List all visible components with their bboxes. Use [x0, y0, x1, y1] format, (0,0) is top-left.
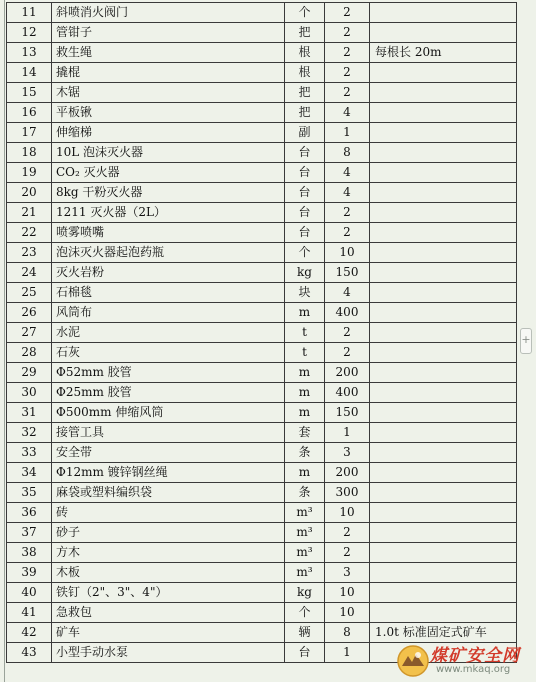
item-unit-cell: kg — [285, 583, 325, 603]
row-number-cell: 26 — [7, 303, 52, 323]
row-number-cell: 16 — [7, 103, 52, 123]
item-quantity-cell: 4 — [325, 103, 370, 123]
item-note-cell: 1.0t 标准固定式矿车 — [370, 623, 517, 643]
item-quantity-cell: 2 — [325, 343, 370, 363]
item-quantity-cell: 400 — [325, 383, 370, 403]
item-name-cell: 1211 灭火器（2L） — [52, 203, 285, 223]
item-name-cell: 管钳子 — [52, 23, 285, 43]
row-number-cell: 11 — [7, 3, 52, 23]
item-name-cell: Φ500mm 伸缩风筒 — [52, 403, 285, 423]
item-quantity-cell: 4 — [325, 163, 370, 183]
table-row — [7, 163, 517, 183]
item-quantity-cell: 8 — [325, 623, 370, 643]
row-number-cell: 30 — [7, 383, 52, 403]
row-number-cell: 38 — [7, 543, 52, 563]
table-row — [7, 463, 517, 483]
item-unit-cell: m³ — [285, 563, 325, 583]
item-note-cell — [370, 263, 517, 283]
watermark-site-url: www.mkaq.org — [436, 664, 511, 675]
table-row — [7, 363, 517, 383]
table-row — [7, 443, 517, 463]
table-row — [7, 223, 517, 243]
item-unit-cell: 把 — [285, 103, 325, 123]
row-number-cell: 39 — [7, 563, 52, 583]
item-unit-cell: 辆 — [285, 623, 325, 643]
item-note-cell — [370, 423, 517, 443]
item-name-cell: Φ25mm 胶管 — [52, 383, 285, 403]
item-name-cell: 水泥 — [52, 323, 285, 343]
item-note-cell — [370, 583, 517, 603]
row-number-cell: 25 — [7, 283, 52, 303]
item-unit-cell: 台 — [285, 143, 325, 163]
item-name-cell: 泡沫灭火器起泡药瓶 — [52, 243, 285, 263]
table-row — [7, 543, 517, 563]
item-note-cell — [370, 83, 517, 103]
item-note-cell: 每根长 20m — [370, 43, 517, 63]
item-quantity-cell: 2 — [325, 203, 370, 223]
item-name-cell: 石灰 — [52, 343, 285, 363]
page-margin-line — [4, 0, 5, 682]
item-name-cell: 麻袋或塑料编织袋 — [52, 483, 285, 503]
item-name-cell: 石棉毯 — [52, 283, 285, 303]
row-number-cell: 40 — [7, 583, 52, 603]
item-name-cell: 平板锹 — [52, 103, 285, 123]
item-note-cell — [370, 243, 517, 263]
item-note-cell — [370, 3, 517, 23]
item-name-cell: 矿车 — [52, 623, 285, 643]
item-note-cell — [370, 283, 517, 303]
item-name-cell: 8kg 干粉灭火器 — [52, 183, 285, 203]
row-number-cell: 42 — [7, 623, 52, 643]
table-row — [7, 243, 517, 263]
item-note-cell — [370, 603, 517, 623]
item-unit-cell: 把 — [285, 83, 325, 103]
item-quantity-cell: 2 — [325, 323, 370, 343]
table-row — [7, 63, 517, 83]
table-row — [7, 403, 517, 423]
page-expand-handle[interactable]: + — [520, 328, 532, 354]
item-quantity-cell: 150 — [325, 263, 370, 283]
table-row — [7, 383, 517, 403]
table-row — [7, 563, 517, 583]
item-quantity-cell: 150 — [325, 403, 370, 423]
table-row — [7, 3, 517, 23]
item-quantity-cell: 2 — [325, 523, 370, 543]
item-unit-cell: m — [285, 383, 325, 403]
item-quantity-cell: 1 — [325, 423, 370, 443]
item-name-cell: 撬棍 — [52, 63, 285, 83]
item-note-cell — [370, 523, 517, 543]
table-row — [7, 303, 517, 323]
table-row — [7, 523, 517, 543]
row-number-cell: 21 — [7, 203, 52, 223]
item-note-cell — [370, 23, 517, 43]
item-name-cell: 安全带 — [52, 443, 285, 463]
item-unit-cell: m — [285, 463, 325, 483]
row-number-cell: 29 — [7, 363, 52, 383]
item-name-cell: 伸缩梯 — [52, 123, 285, 143]
table-row — [7, 603, 517, 623]
table-row — [7, 323, 517, 343]
item-unit-cell: t — [285, 323, 325, 343]
item-note-cell — [370, 123, 517, 143]
item-quantity-cell: 200 — [325, 363, 370, 383]
row-number-cell: 37 — [7, 523, 52, 543]
item-unit-cell: m — [285, 403, 325, 423]
item-name-cell: CO₂ 灭火器 — [52, 163, 285, 183]
item-unit-cell: 个 — [285, 603, 325, 623]
item-quantity-cell: 10 — [325, 243, 370, 263]
item-name-cell: 风筒布 — [52, 303, 285, 323]
row-number-cell: 23 — [7, 243, 52, 263]
item-unit-cell: 块 — [285, 283, 325, 303]
item-unit-cell: t — [285, 343, 325, 363]
item-unit-cell: m³ — [285, 523, 325, 543]
item-name-cell: 斜喷消火阀门 — [52, 3, 285, 23]
table-row — [7, 343, 517, 363]
item-quantity-cell: 4 — [325, 183, 370, 203]
row-number-cell: 27 — [7, 323, 52, 343]
item-name-cell: 救生绳 — [52, 43, 285, 63]
item-unit-cell: m — [285, 363, 325, 383]
equipment-table-body — [7, 3, 517, 663]
item-quantity-cell: 2 — [325, 63, 370, 83]
row-number-cell: 43 — [7, 643, 52, 663]
table-row — [7, 263, 517, 283]
item-quantity-cell: 10 — [325, 603, 370, 623]
item-quantity-cell: 8 — [325, 143, 370, 163]
row-number-cell: 19 — [7, 163, 52, 183]
row-number-cell: 32 — [7, 423, 52, 443]
item-note-cell — [370, 483, 517, 503]
item-name-cell: 砖 — [52, 503, 285, 523]
item-quantity-cell: 2 — [325, 223, 370, 243]
item-note-cell — [370, 203, 517, 223]
table-row — [7, 483, 517, 503]
table-row — [7, 43, 517, 63]
item-name-cell: 10L 泡沫灭火器 — [52, 143, 285, 163]
item-quantity-cell: 300 — [325, 483, 370, 503]
item-name-cell: 木板 — [52, 563, 285, 583]
item-note-cell — [370, 503, 517, 523]
row-number-cell: 13 — [7, 43, 52, 63]
row-number-cell: 33 — [7, 443, 52, 463]
item-name-cell: 灭火岩粉 — [52, 263, 285, 283]
item-quantity-cell: 4 — [325, 283, 370, 303]
row-number-cell: 35 — [7, 483, 52, 503]
item-unit-cell: 台 — [285, 203, 325, 223]
item-note-cell — [370, 463, 517, 483]
table-row — [7, 23, 517, 43]
row-number-cell: 34 — [7, 463, 52, 483]
table-row — [7, 423, 517, 443]
watermark-site-name: 煤矿安全网 — [430, 646, 520, 666]
item-unit-cell: 套 — [285, 423, 325, 443]
table-row — [7, 283, 517, 303]
item-quantity-cell: 2 — [325, 43, 370, 63]
item-unit-cell: m³ — [285, 503, 325, 523]
row-number-cell: 41 — [7, 603, 52, 623]
item-note-cell — [370, 403, 517, 423]
item-name-cell: 小型手动水泵 — [52, 643, 285, 663]
item-note-cell — [370, 183, 517, 203]
item-unit-cell: 个 — [285, 243, 325, 263]
item-unit-cell: 台 — [285, 163, 325, 183]
item-note-cell — [370, 63, 517, 83]
item-note-cell — [370, 563, 517, 583]
table-row — [7, 143, 517, 163]
mine-safety-logo-icon — [396, 644, 430, 678]
item-quantity-cell: 10 — [325, 503, 370, 523]
item-unit-cell: kg — [285, 263, 325, 283]
item-note-cell — [370, 443, 517, 463]
row-number-cell: 15 — [7, 83, 52, 103]
item-unit-cell: 根 — [285, 43, 325, 63]
table-row — [7, 83, 517, 103]
table-row — [7, 183, 517, 203]
item-name-cell: 方木 — [52, 543, 285, 563]
item-name-cell: 砂子 — [52, 523, 285, 543]
item-name-cell: 急救包 — [52, 603, 285, 623]
row-number-cell: 22 — [7, 223, 52, 243]
item-unit-cell: m³ — [285, 543, 325, 563]
row-number-cell: 31 — [7, 403, 52, 423]
row-number-cell: 20 — [7, 183, 52, 203]
item-quantity-cell: 1 — [325, 643, 370, 663]
row-number-cell: 17 — [7, 123, 52, 143]
equipment-table — [6, 2, 517, 663]
item-note-cell — [370, 143, 517, 163]
item-note-cell — [370, 383, 517, 403]
row-number-cell: 28 — [7, 343, 52, 363]
item-unit-cell: 副 — [285, 123, 325, 143]
item-note-cell — [370, 163, 517, 183]
table-row — [7, 503, 517, 523]
table-row — [7, 103, 517, 123]
item-unit-cell: 条 — [285, 483, 325, 503]
item-name-cell: 接管工具 — [52, 423, 285, 443]
item-note-cell — [370, 303, 517, 323]
row-number-cell: 14 — [7, 63, 52, 83]
item-unit-cell: 台 — [285, 223, 325, 243]
item-quantity-cell: 400 — [325, 303, 370, 323]
watermark — [396, 640, 532, 680]
table-row — [7, 203, 517, 223]
item-quantity-cell: 2 — [325, 3, 370, 23]
item-name-cell: 铁钉（2"、3"、4"） — [52, 583, 285, 603]
item-unit-cell: m — [285, 303, 325, 323]
item-unit-cell: 条 — [285, 443, 325, 463]
item-note-cell — [370, 363, 517, 383]
item-quantity-cell: 2 — [325, 23, 370, 43]
item-unit-cell: 个 — [285, 3, 325, 23]
item-name-cell: 喷雾喷嘴 — [52, 223, 285, 243]
item-quantity-cell: 3 — [325, 563, 370, 583]
item-unit-cell: 根 — [285, 63, 325, 83]
item-quantity-cell: 3 — [325, 443, 370, 463]
item-note-cell — [370, 543, 517, 563]
item-unit-cell: 台 — [285, 643, 325, 663]
item-quantity-cell: 2 — [325, 83, 370, 103]
item-name-cell: Φ12mm 镀锌钢丝绳 — [52, 463, 285, 483]
item-unit-cell: 把 — [285, 23, 325, 43]
row-number-cell: 18 — [7, 143, 52, 163]
table-row — [7, 123, 517, 143]
item-quantity-cell: 200 — [325, 463, 370, 483]
item-note-cell — [370, 103, 517, 123]
item-quantity-cell: 10 — [325, 583, 370, 603]
item-note-cell — [370, 343, 517, 363]
item-name-cell: 木锯 — [52, 83, 285, 103]
table-row — [7, 583, 517, 603]
item-quantity-cell: 2 — [325, 543, 370, 563]
item-unit-cell: 台 — [285, 183, 325, 203]
item-note-cell — [370, 223, 517, 243]
row-number-cell: 36 — [7, 503, 52, 523]
row-number-cell: 24 — [7, 263, 52, 283]
item-note-cell — [370, 323, 517, 343]
item-name-cell: Φ52mm 胶管 — [52, 363, 285, 383]
row-number-cell: 12 — [7, 23, 52, 43]
item-quantity-cell: 1 — [325, 123, 370, 143]
